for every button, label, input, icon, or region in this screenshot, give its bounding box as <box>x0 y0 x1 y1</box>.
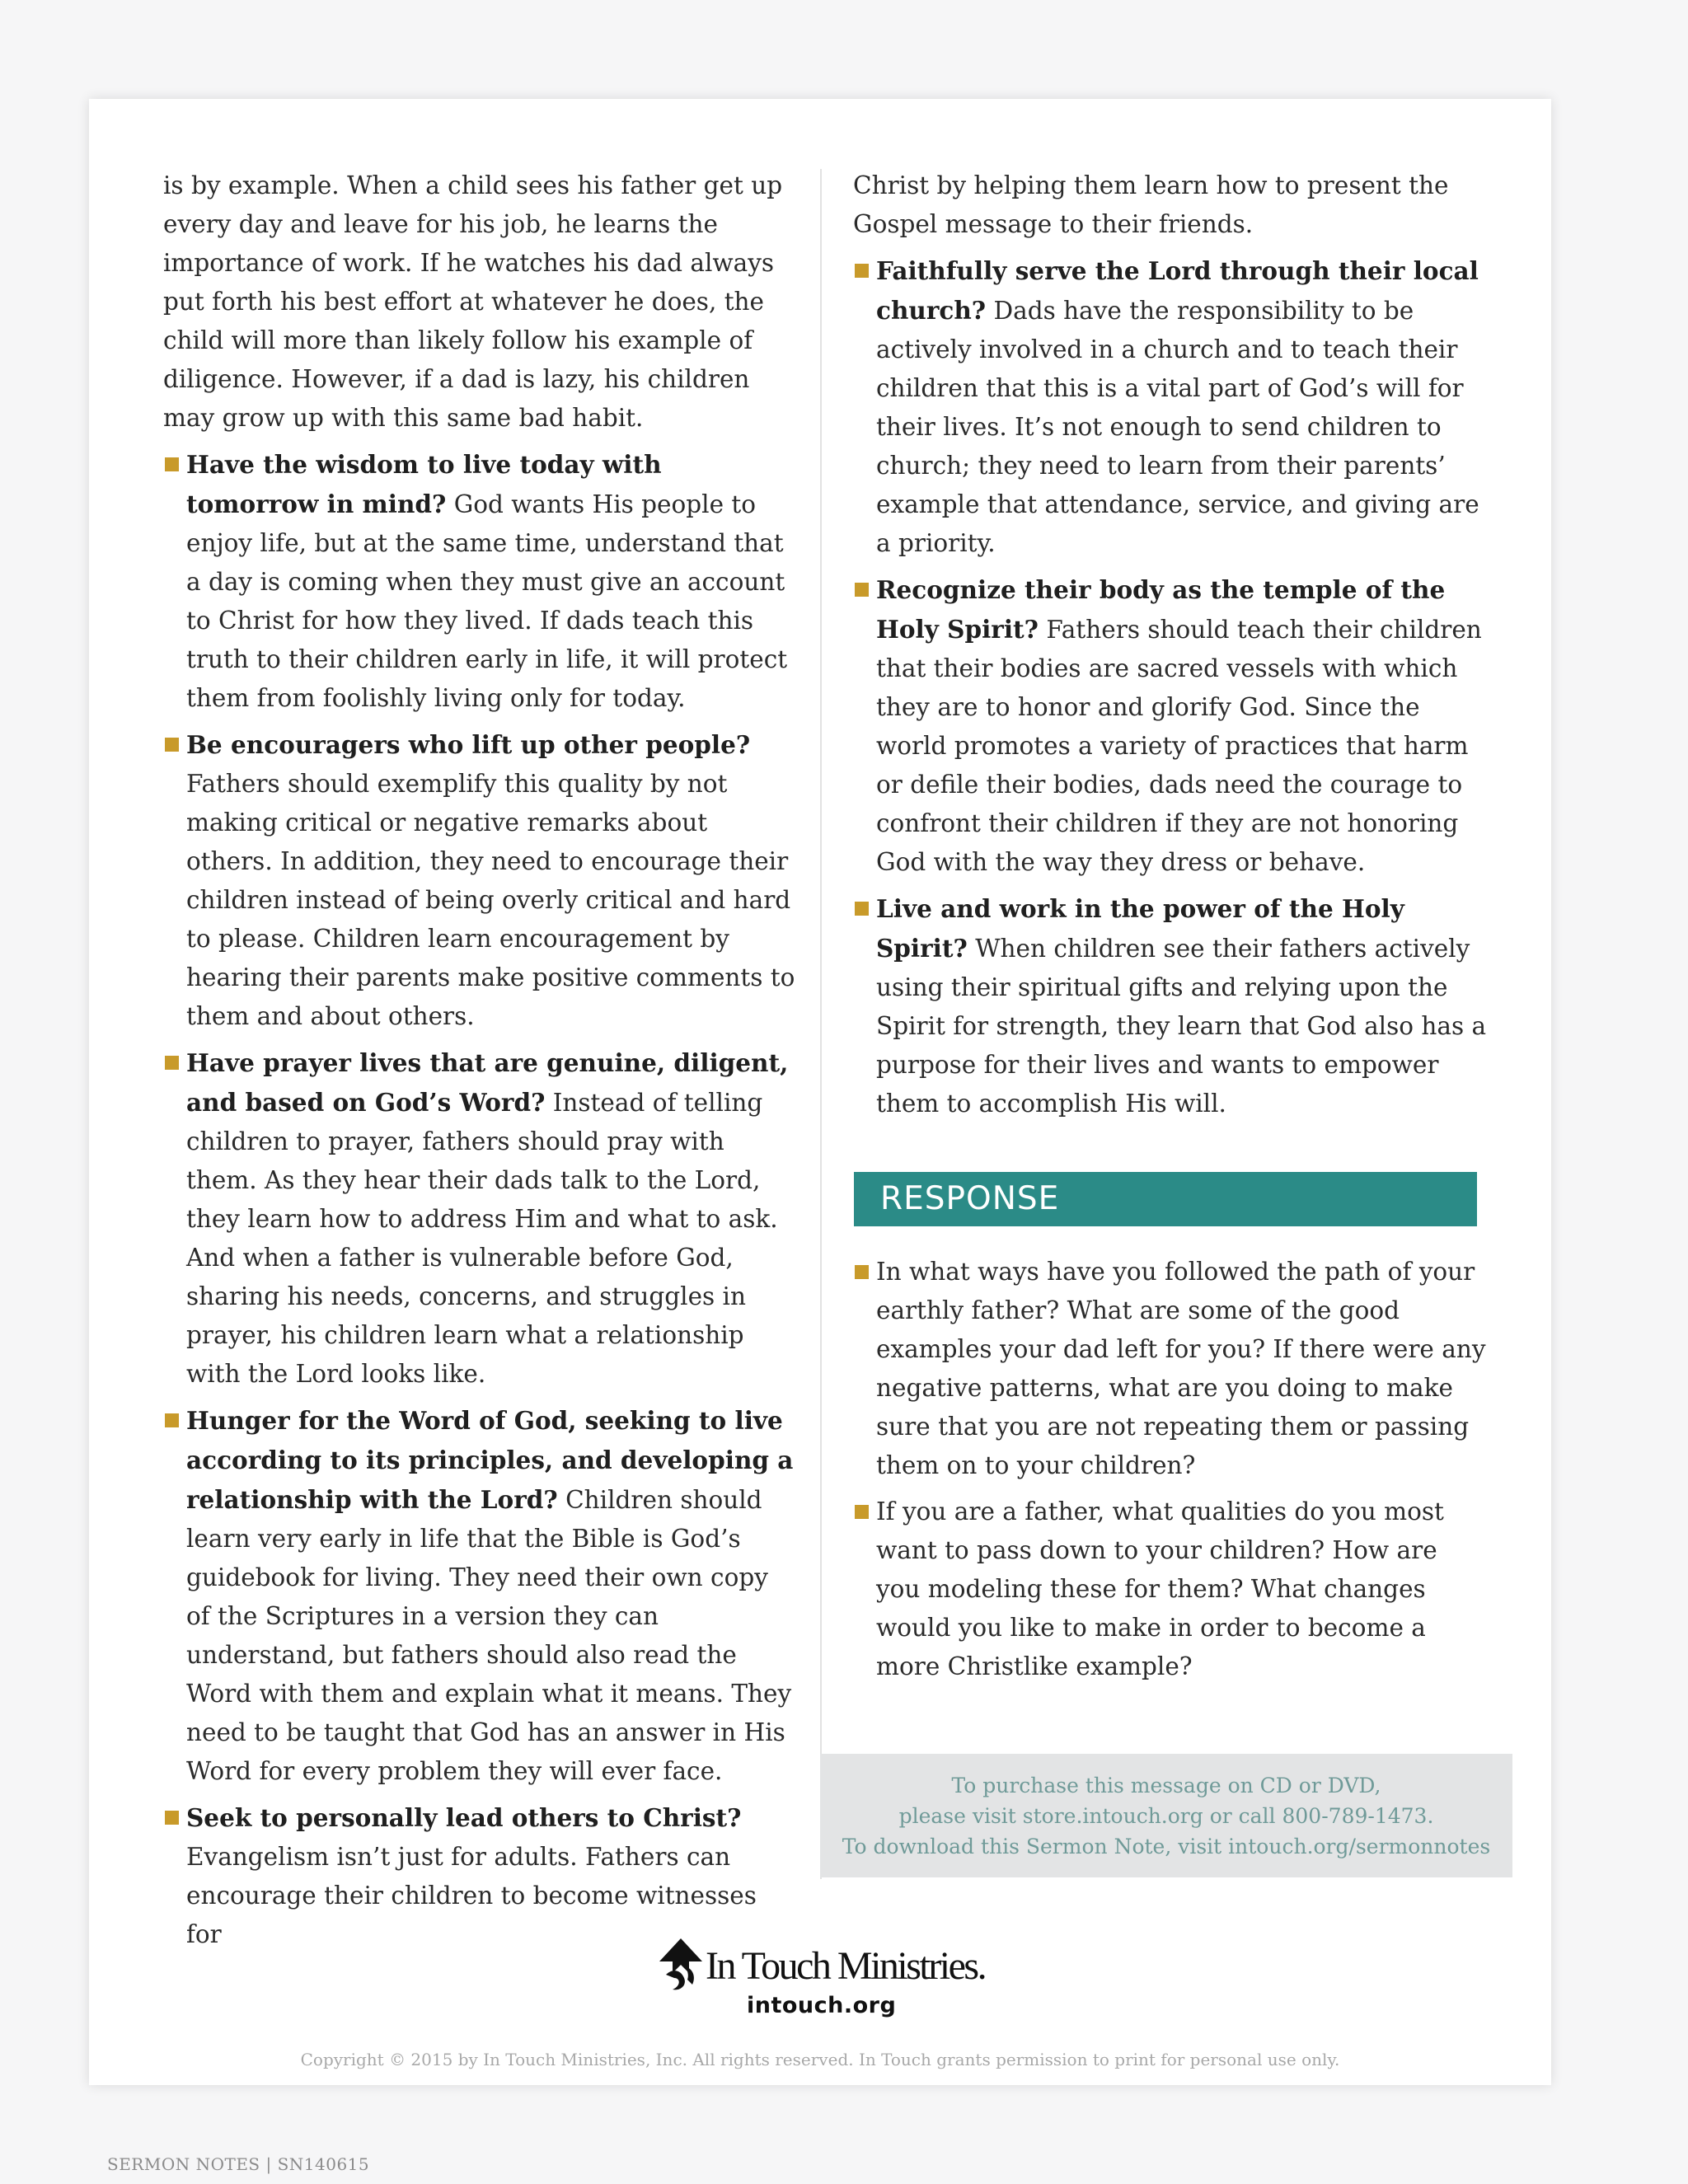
list-item <box>853 889 1488 1123</box>
item-body: Evangelism isn’t just for adults. Fathers can encourage their children to become witnesses for <box>186 1843 757 1948</box>
item-lead: Recognize their body as the temple of the Holy Spirit? <box>876 575 1446 644</box>
logo-url: intouch.org <box>747 1993 897 2018</box>
response-item <box>853 1493 1488 1686</box>
purchase-line: please visit store.intouch.org or call 800-789-1473. <box>898 1804 1434 1828</box>
item-lead: Faithfully serve the Lord through their local church? <box>876 256 1479 325</box>
purchase-box <box>820 1754 1512 1877</box>
right-intro-paragraph: Christ by helping them learn how to present the Gospel message to their friends. <box>853 171 1449 238</box>
response-text: If you are a father, what qualities do you most want to pass down to your children? How are you modeling these for them? What changes would you like to make in order to become a more Christlike example? <box>876 1497 1444 1680</box>
response-list <box>853 1253 1488 1686</box>
right-column <box>853 166 1488 1123</box>
column-divider <box>820 169 822 1879</box>
item-body: Children should learn very early in life that the Bible is God’s guidebook for living. They need their own copy of the Scriptures in a version they can understand, but fathers should also read the Word with them and explain what it means. They need to be taught that God has an answer in His Word for every problem they will ever face. <box>186 1486 792 1785</box>
square-bullet-icon <box>855 1505 869 1519</box>
square-bullet-icon <box>855 583 869 597</box>
logo-mark-icon <box>656 1937 707 1993</box>
square-bullet-icon <box>165 1811 179 1825</box>
square-bullet-icon <box>855 902 869 916</box>
list-item <box>163 445 798 718</box>
item-body: God wants His people to enjoy life, but at the same time, understand that a day is coming when they must give an account to Christ for how they lived. If dads teach this truth to their children early in life, it will protect them from foolishly living only for today. <box>186 490 788 712</box>
purchase-line: To purchase this message on CD or DVD, <box>951 1774 1381 1797</box>
intouch-logo <box>656 1937 1002 2019</box>
item-body: When children see their fathers actively using their spiritual gifts and relying upon the Spirit for strength, they learn that God also has a purpose for their lives and wants to empower them to accomplish His will. <box>876 935 1487 1118</box>
item-lead: Hunger for the Word of God, seeking to live according to its principles, and developing a relationship with the Lord? <box>186 1406 794 1514</box>
list-item <box>853 251 1488 563</box>
square-bullet-icon <box>165 738 179 752</box>
response-heading: RESPONSE <box>854 1172 1477 1226</box>
response-item <box>853 1253 1488 1485</box>
item-body: Dads have the responsibility to be actively involved in a church and to teach their children that this is a vital part of God’s will for their lives. It’s not enough to send children to church; they need to learn from their parents’ example that attendance, service, and giving are a priority. <box>876 297 1479 557</box>
item-lead: Be encouragers who lift up other people? <box>186 730 751 759</box>
footer-code: SERMON NOTES | SN140615 <box>107 2154 370 2174</box>
item-body: Fathers should teach their children that their bodies are sacred vessels with which they are to honor and glorify God. Since the world promotes a variety of practices that harm or defile their bodies, dads need the courage to confront their children if they are not honoring God with the way they dress or behave. <box>876 616 1482 876</box>
square-bullet-icon <box>855 1265 869 1279</box>
item-lead: Seek to personally lead others to Christ? <box>186 1803 742 1832</box>
list-item <box>163 725 798 1036</box>
item-body: Fathers should exemplify this quality by not making critical or negative remarks about others. In addition, they need to encourage their children instead of being overly critical and hard to please. Children learn encouragement by hearing their parents make positive comments to them and about others. <box>186 770 795 1030</box>
item-lead: Have the wisdom to live today with tomorrow in mind? <box>186 450 662 518</box>
item-lead: Have prayer lives that are genuine, diligent, and based on God’s Word? <box>186 1048 789 1117</box>
response-text: In what ways have you followed the path of your earthly father? What are some of the good examples your dad left for you? If there were any negative patterns, what are you doing to make sure that you are not repeating them or passing them on to your children? <box>876 1258 1486 1479</box>
copyright-text: Copyright © 2015 by In Touch Ministries, Inc. All rights reserved. In Touch grants permission to print for personal use only. <box>300 2050 1340 2069</box>
list-item <box>163 1401 798 1791</box>
list-item <box>163 1798 798 1954</box>
square-bullet-icon <box>165 457 179 471</box>
square-bullet-icon <box>165 1056 179 1070</box>
left-intro-paragraph: is by example. When a child sees his father get up every day and leave for his job, he learns the importance of work. If he watches his dad always put forth his best effort at whatever he does, the child will more than likely follow his example of diligence. However, if a dad is lazy, his children may grow up with this same bad habit. <box>163 171 783 432</box>
logo-name: In Touch Ministries. <box>706 1944 986 1988</box>
square-bullet-icon <box>165 1413 179 1427</box>
purchase-line: To download this Sermon Note, visit intouch.org/sermonnotes <box>842 1835 1491 1858</box>
item-body: Instead of telling children to prayer, fathers should pray with them. As they hear their dads talk to the Lord, they learn how to address Him and what to ask. And when a father is vulnerable before God, sharing his needs, concerns, and struggles in prayer, his children learn what a relationship with the Lord looks like. <box>186 1089 778 1388</box>
left-column <box>163 166 798 1954</box>
item-lead: Live and work in the power of the Holy Spirit? <box>876 894 1404 963</box>
square-bullet-icon <box>855 264 869 278</box>
list-item <box>163 1043 798 1394</box>
list-item <box>853 570 1488 882</box>
